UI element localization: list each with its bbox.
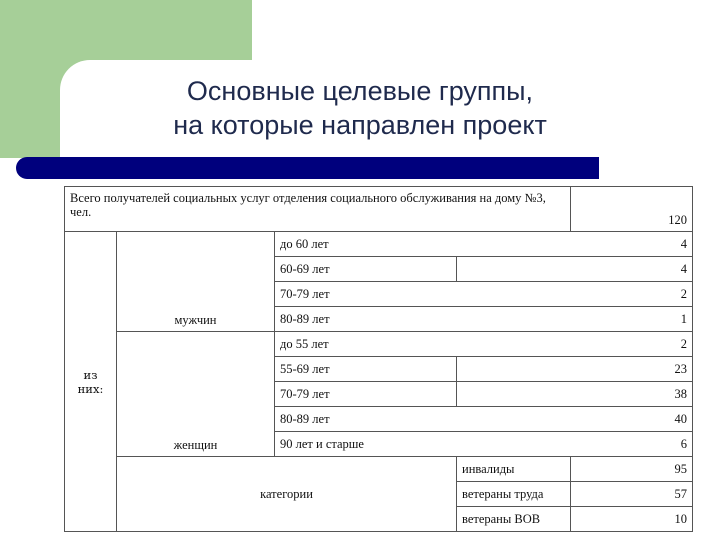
header-total-value: 120: [571, 187, 693, 232]
age-label: 70-79 лет: [275, 282, 457, 307]
age-value: 4: [571, 257, 693, 282]
spacer-cell: [457, 357, 571, 382]
spacer-cell: [457, 232, 571, 257]
age-value: 4: [571, 232, 693, 257]
group-label-cell: из них:: [65, 232, 117, 532]
header-description: Всего получателей социальных услуг отделения социального обслуживания на дому №3, чел.: [65, 187, 571, 232]
slide-title: [60, 74, 660, 142]
category-value: 57: [571, 482, 693, 507]
age-label: 55-69 лет: [275, 357, 457, 382]
table-header-row: [65, 187, 693, 232]
table-row: [65, 232, 693, 257]
category-label: ветераны труда: [457, 482, 571, 507]
spacer-cell: [457, 332, 571, 357]
spacer-cell: [457, 407, 571, 432]
age-label: до 60 лет: [275, 232, 457, 257]
age-value: 38: [571, 382, 693, 407]
category-label: инвалиды: [457, 457, 571, 482]
age-label: 80-89 лет: [275, 307, 457, 332]
target-groups-table: [64, 186, 693, 532]
title-divider-bar: [16, 157, 599, 179]
age-value: 6: [571, 432, 693, 457]
spacer-cell: [457, 257, 571, 282]
category-label: ветераны ВОВ: [457, 507, 571, 532]
title-line-2: на которые направлен проект: [173, 110, 547, 140]
age-value: 2: [571, 282, 693, 307]
age-label: 90 лет и старше: [275, 432, 457, 457]
table-row: [65, 332, 693, 357]
category-value: 10: [571, 507, 693, 532]
age-label: до 55 лет: [275, 332, 457, 357]
women-label-cell: женщин: [117, 332, 275, 457]
age-label: 60-69 лет: [275, 257, 457, 282]
age-value: 2: [571, 332, 693, 357]
spacer-cell: [457, 432, 571, 457]
category-value: 95: [571, 457, 693, 482]
spacer-cell: [457, 382, 571, 407]
age-value: 23: [571, 357, 693, 382]
men-label-cell: мужчин: [117, 232, 275, 332]
age-value: 40: [571, 407, 693, 432]
categories-label-cell: категории: [117, 457, 457, 532]
spacer-cell: [457, 282, 571, 307]
age-label: 80-89 лет: [275, 407, 457, 432]
title-line-1: Основные целевые группы,: [186, 76, 534, 106]
table-row: [65, 457, 693, 482]
spacer-cell: [457, 307, 571, 332]
age-label: 70-79 лет: [275, 382, 457, 407]
age-value: 1: [571, 307, 693, 332]
